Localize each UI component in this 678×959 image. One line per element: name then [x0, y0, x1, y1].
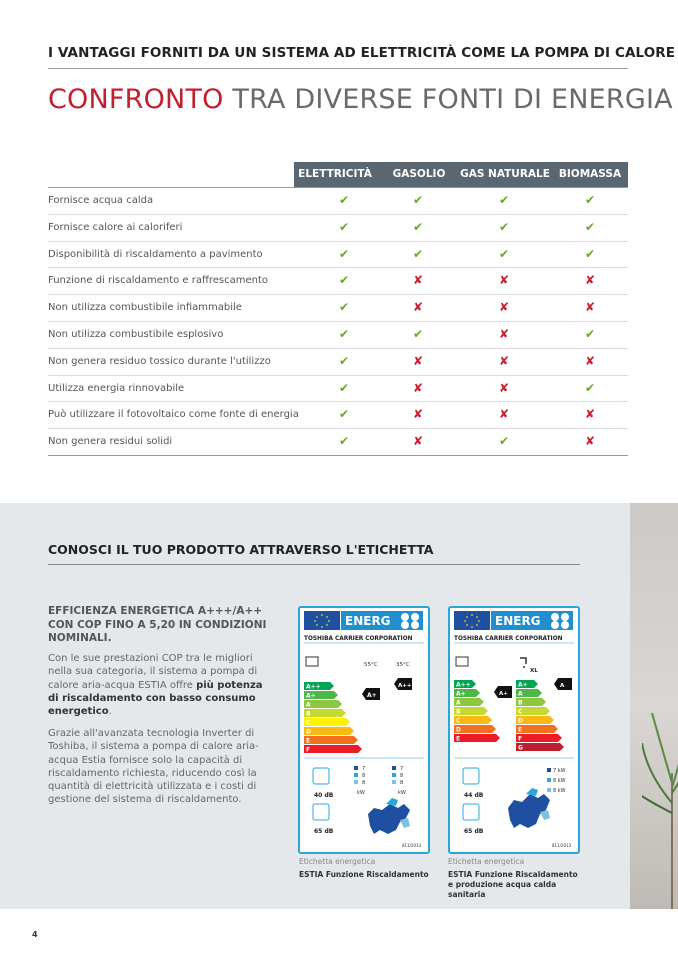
check-icon: ✔ — [498, 219, 510, 234]
scale-label: A — [306, 701, 311, 709]
row-label: Funzione di riscaldamento e raffrescamento — [48, 275, 269, 287]
table-header — [48, 162, 628, 187]
scale-label: D — [518, 717, 523, 725]
table-row — [48, 322, 628, 349]
check-icon: ✔ — [584, 380, 596, 395]
kw-value: 8 kW — [553, 778, 566, 784]
cross-icon: ✘ — [498, 300, 510, 315]
check-icon: ✔ — [338, 380, 350, 395]
scale-label: B — [306, 710, 311, 718]
check-icon: ✔ — [338, 219, 350, 234]
table-row — [48, 349, 628, 376]
cross-icon: ✘ — [412, 300, 424, 315]
cross-icon: ✘ — [498, 326, 510, 341]
page-title — [48, 84, 673, 115]
row-label: Fornisce calore ai caloriferi — [48, 221, 183, 233]
check-icon: ✔ — [498, 193, 510, 207]
row-label: Utilizza energia rinnovabile — [48, 382, 185, 394]
row-label: Può utilizzare il fotovoltaico come fonte di energia — [48, 409, 299, 421]
page-subtitle: I VANTAGGI FORNITI DA UN SISTEMA AD ELETTRICITÀ COME LA POMPA DI CALORE — [48, 45, 676, 61]
row-label: Non utilizza combustibile esplosivo — [48, 328, 224, 340]
row-label: Non genera residuo tossico durante l'utilizzo — [48, 355, 271, 367]
europe-map — [368, 798, 410, 834]
check-icon: ✔ — [584, 219, 596, 234]
caption-small: Etichetta energetica — [448, 857, 525, 866]
check-icon: ✔ — [412, 193, 424, 207]
caption-small: Etichetta energetica — [299, 857, 376, 866]
check-icon: ✔ — [338, 326, 350, 341]
row-label: Disponibilità di riscaldamento a pavimento — [48, 248, 263, 260]
scale-label: E — [518, 726, 523, 734]
scale-label: E — [456, 735, 461, 743]
sound-outdoor: 44 dB — [464, 792, 484, 799]
regulation-number: 811/2013 — [402, 843, 422, 848]
scale-label: C — [306, 719, 311, 727]
scale-label: F — [306, 746, 311, 754]
cross-icon: ✘ — [412, 353, 424, 368]
column-header-gasolio: GASOLIO — [392, 168, 446, 180]
caption-bold: ESTIA Funzione Riscaldamento — [299, 870, 429, 879]
table-body — [48, 187, 628, 456]
cross-icon: ✘ — [584, 353, 596, 368]
scale-label: A — [518, 690, 523, 698]
energy-label-heating — [298, 606, 430, 854]
kw-unit: kW — [357, 790, 365, 796]
scale-label: D — [306, 728, 311, 736]
check-icon: ✔ — [338, 300, 350, 315]
scale-label: F — [518, 735, 523, 743]
rating-35: A++ — [398, 683, 412, 689]
table-row — [48, 402, 628, 429]
check-icon: ✔ — [412, 246, 424, 261]
efficiency-heading: EFFICIENZA ENERGETICA A+++/A++ CON COP FINO A 5,20 IN CONDIZIONI NOMINALI. — [48, 605, 267, 644]
paragraph-end: . — [108, 706, 112, 718]
kw-value: 8 — [362, 780, 366, 786]
kw-value: 7 — [400, 766, 404, 772]
sound-outdoor: 40 dB — [314, 792, 334, 799]
check-icon: ✔ — [412, 326, 424, 341]
check-icon: ✔ — [338, 246, 350, 261]
check-icon: ✔ — [338, 273, 350, 288]
rating-water: A — [560, 683, 565, 689]
check-icon: ✔ — [338, 193, 350, 207]
cross-icon: ✘ — [584, 273, 596, 288]
cross-icon: ✘ — [412, 273, 424, 288]
kw-unit: kW — [398, 790, 406, 796]
paragraph-inverter: Grazie all'avanzata tecnologia Inverter di Toshiba, il sistema a pompa di calore aria-acqua Estia fornisce solo la capacità di riscaldamento richiesta, riducendo così la quantità di elettricità utilizzata e i costi di gestione del sistema di riscaldamento. — [48, 728, 259, 806]
kw-value: 8 — [400, 773, 404, 779]
cross-icon: ✘ — [584, 407, 596, 422]
row-label: Fornisce acqua calda — [48, 195, 154, 206]
paragraph-text: Con le sue prestazioni COP tra le migliori nella sua categoria, il sistema a pompa di calore aria-acqua ESTIA offre — [48, 653, 258, 691]
scale-label: A+ — [518, 681, 528, 689]
scale-label: D — [456, 726, 461, 734]
efficiency-scale — [304, 682, 362, 754]
check-icon: ✔ — [584, 326, 596, 341]
title-rest: TRA DIVERSE FONTI DI ENERGIA — [223, 84, 673, 115]
energy-label-graphic — [300, 608, 428, 852]
regulation-number: 811/2013 — [552, 843, 572, 848]
table-row — [48, 268, 628, 295]
title-highlight: CONFRONTO — [48, 84, 224, 115]
cross-icon: ✘ — [584, 434, 596, 449]
cross-icon: ✘ — [498, 380, 510, 395]
check-icon: ✔ — [338, 407, 350, 422]
cross-icon: ✘ — [412, 434, 424, 449]
row-label: Non genera residui solidi — [48, 436, 173, 448]
page-number: 4 — [32, 930, 38, 939]
table-row — [48, 429, 628, 456]
rating-55: A+ — [367, 692, 377, 699]
energy-label-heating-dhw — [448, 606, 580, 854]
scale-label: A+ — [306, 692, 316, 700]
check-icon: ✔ — [498, 246, 510, 261]
energy-label-graphic — [450, 608, 578, 852]
scale-label: A — [456, 699, 461, 707]
check-icon: ✔ — [338, 353, 350, 368]
europe-map — [508, 788, 550, 828]
table-row — [48, 295, 628, 322]
scale-label: A+ — [456, 690, 466, 698]
temp-55: 55°C — [364, 662, 378, 668]
temp-35: 35°C — [396, 662, 410, 668]
tap-icon — [520, 658, 526, 668]
cross-icon: ✘ — [584, 300, 596, 315]
kw-value: 7 kW — [553, 768, 566, 774]
column-header-elettricita: ELETTRICITÀ — [298, 168, 372, 180]
cross-icon: ✘ — [498, 407, 510, 422]
table-row — [48, 376, 628, 403]
section-divider — [48, 564, 580, 565]
tap-size: XL — [530, 668, 538, 674]
kw-value: 8 kW — [553, 788, 566, 794]
scale-label: B — [456, 708, 461, 716]
kw-value: 8 — [400, 780, 404, 786]
scale-label: G — [518, 744, 523, 752]
sound-indoor: 65 dB — [314, 828, 334, 835]
interior-photo — [630, 503, 678, 909]
table-row — [48, 215, 628, 242]
table-row — [48, 188, 628, 215]
caption-bold: ESTIA Funzione Riscaldamento e produzione acqua calda sanitaria — [448, 870, 578, 899]
table-row — [48, 242, 628, 269]
cross-icon: ✘ — [412, 380, 424, 395]
scale-label: B — [518, 699, 523, 707]
check-icon: ✔ — [412, 219, 424, 234]
cross-icon: ✘ — [498, 273, 510, 288]
check-icon: ✔ — [338, 434, 350, 449]
cross-icon: ✘ — [498, 353, 510, 368]
cross-icon: ✘ — [412, 407, 424, 422]
divider — [48, 68, 628, 69]
energ-text: ENERG — [345, 614, 391, 628]
check-icon: ✔ — [584, 246, 596, 261]
rating-heating: A+ — [499, 691, 508, 697]
comparison-table — [48, 162, 628, 456]
scale-label: E — [306, 737, 311, 745]
column-header-biomassa: BIOMASSA — [558, 168, 622, 180]
column-header-gas-naturale: GAS NATURALE — [460, 168, 550, 180]
scale-label: A++ — [306, 683, 321, 691]
scale-label: C — [456, 717, 461, 725]
paragraph-performance — [48, 652, 270, 718]
kw-value: 8 — [362, 773, 366, 779]
paragraph-bold: più potenza di riscaldamento con basso consumo energetico — [48, 679, 263, 718]
scale-label: C — [518, 708, 523, 716]
check-icon: ✔ — [498, 434, 510, 449]
section-title: CONOSCI IL TUO PRODOTTO ATTRAVERSO L'ETICHETTA — [48, 542, 434, 557]
check-icon: ✔ — [584, 193, 596, 207]
row-label: Non utilizza combustibile infiammabile — [48, 302, 242, 314]
brand-name: TOSHIBA CARRIER CORPORATION — [454, 636, 563, 642]
kw-value: 7 — [362, 766, 366, 772]
plant-illustration — [642, 653, 678, 909]
sound-indoor: 65 dB — [464, 828, 484, 835]
energ-text: ENERG — [495, 614, 541, 628]
scale-label: A++ — [456, 681, 471, 689]
brand-name: TOSHIBA CARRIER CORPORATION — [304, 636, 413, 642]
